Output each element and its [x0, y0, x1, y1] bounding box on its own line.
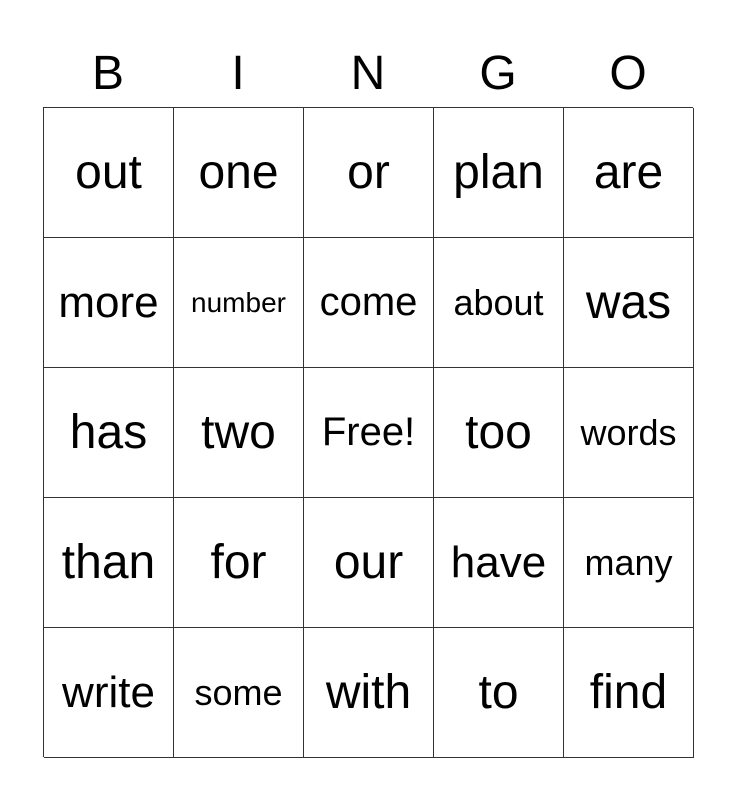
bingo-cell: about	[434, 238, 564, 368]
header-letter-o: O	[609, 47, 647, 100]
free-space-cell: Free!	[304, 368, 434, 498]
bingo-cell: or	[304, 108, 434, 238]
bingo-cell: too	[434, 368, 564, 498]
bingo-cell: out	[44, 108, 174, 238]
bingo-cell: number	[174, 238, 304, 368]
bingo-cell: has	[44, 368, 174, 498]
bingo-cell: find	[564, 628, 694, 758]
bingo-grid	[43, 107, 693, 757]
bingo-cell: some	[174, 628, 304, 758]
bingo-cell: two	[174, 368, 304, 498]
bingo-cell: more	[44, 238, 174, 368]
bingo-header	[43, 44, 693, 104]
bingo-cell: words	[564, 368, 694, 498]
bingo-cell: have	[434, 498, 564, 628]
bingo-cell: with	[304, 628, 434, 758]
bingo-cell: for	[174, 498, 304, 628]
header-letter-i: I	[231, 47, 245, 100]
bingo-cell: come	[304, 238, 434, 368]
bingo-cell: to	[434, 628, 564, 758]
header-letter-n: N	[350, 47, 386, 100]
bingo-cell: write	[44, 628, 174, 758]
bingo-cell: one	[174, 108, 304, 238]
bingo-cell: plan	[434, 108, 564, 238]
header-letter-g: G	[479, 47, 517, 100]
bingo-cell: was	[564, 238, 694, 368]
header-letter-b: B	[91, 47, 124, 100]
bingo-cell: our	[304, 498, 434, 628]
bingo-cell: than	[44, 498, 174, 628]
bingo-cell: are	[564, 108, 694, 238]
bingo-cell: many	[564, 498, 694, 628]
